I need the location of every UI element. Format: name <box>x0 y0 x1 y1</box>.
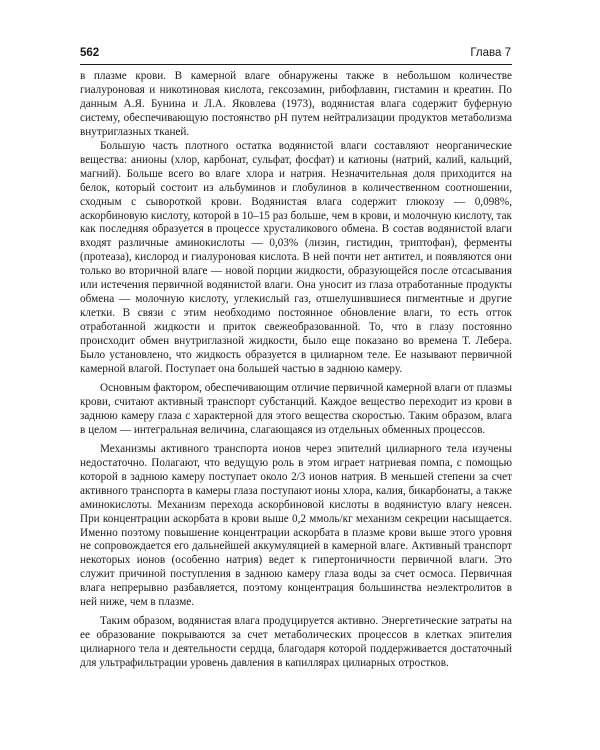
body-text <box>80 70 512 671</box>
chapter-title: Глава 7 <box>470 47 511 59</box>
paragraph: в плазме крови. В камерной влаге обнаружены также в небольшом количестве гиалуроновая и никотиновая кислота, гексозамин, рибофлавин, гистамин и креатин. По данным А.Я. Бунина и Л.А. Яковлева (1973), водянистая влага содержит буферную систему, обеспечивающую постоянство pH путем нейтрализации продуктов метаболизма внутриглазных тканей. <box>80 70 512 138</box>
paragraph: Механизмы активного транспорта ионов через эпителий цилиарного тела изучены недостаточно. Полагают, что ведущую роль в этом играет натриевая помпа, с помощью которой в заднюю камеру поступает около 2/3 ионов натрия. В меньшей степени за счет активного транспорта в камеры глаза поступают ионы хлора, калия, бикарбонаты, а также аминокислоты. Механизм перехода аскорбиновой кислоты в водянистую влагу неясен. При концентрации аскорбата в крови выше 0,2 ммоль/кг механизм секреции насыщается. Именно поэтому повышение концентрации аскорбата в плазме крови выше этого уровня не сопровождается его дальнейшей аккумуляцией в камерной влаге. Активный транспорт некоторых ионов (особенно натрия) ведет к гипертоничности первичной влаги. Это служит причиной поступления в заднюю камеру глаза воды за счет осмоса. Первичная влага непрерывно разбавляется, поэтому концентрация большинства неэлектролитов в ней ниже, чем в плазме. <box>80 442 512 609</box>
paragraph: Основным фактором, обеспечивающим отличие первичной камерной влаги от плазмы крови, считают активный транспорт субстанций. Каждое вещество переходит из крови в заднюю камеру глаза с характерной для этого вещества скоростью. Таким образом, влага в целом — интегральная величина, слагающаяся из отдельных обменных процессов. <box>80 381 512 436</box>
paragraph: Таким образом, водянистая влага продуцируется активно. Энергетические затраты на ее образование покрываются за счет метаболических процессов в клетках эпителия цилиарного тела и деятельности сердца, благодаря которой поддерживается достаточный для ультрафильтрации уровень давления в капиллярах цилиарных отростков. <box>80 615 512 670</box>
page-number: 562 <box>80 47 100 59</box>
paragraph: Большую часть плотного остатка водянистой влаги составляют неорганические вещества: анионы (хлор, карбонат, сульфат, фосфат) и катионы (натрий, калий, кальций, магний). Больше всего во влаге хлора и натрия. Незначительная доля приходится на белок, который состоит из альбуминов и глобулинов в количественном соотношении, сходным с сывороткой крови. Водянистая влага содержит глюкозу — 0,098%, аскорбиновую кислоту, которой в 10–15 раз больше, чем в крови, и молочную кислоту, так как последняя образуется в процессе хрусталикового обмена. В состав водянистой влаги входят различные аминокислоты — 0,03% (лизин, гистидин, триптофан), ферменты (протеаза), кислород и гиалуроновая кислота. В ней почти нет антител, и появляются они только во вторичной влаге — новой порции жидкости, образующейся после отсасывания или истечения первичной водянистой влаги. Она уносит из глаза отработанные продукты обмена — молочную кислоту, углекислый газ, отшелушившиеся пигментные и другие клетки. В связи с этим необходимо постоянное обновление влаги, то есть отток отработанной жидкости и приток свежеобразованной. То, что в глазу постоянно происходит обмен внутриглазной жидкости, было еще показано во времена Т. Лебера. Было установлено, что жидкость образуется в цилиарном теле. Ее называют первичной камерной влагой. Поступает она большей частью в заднюю камеру. <box>80 139 512 376</box>
header-rule <box>80 64 512 65</box>
running-header <box>80 47 511 63</box>
